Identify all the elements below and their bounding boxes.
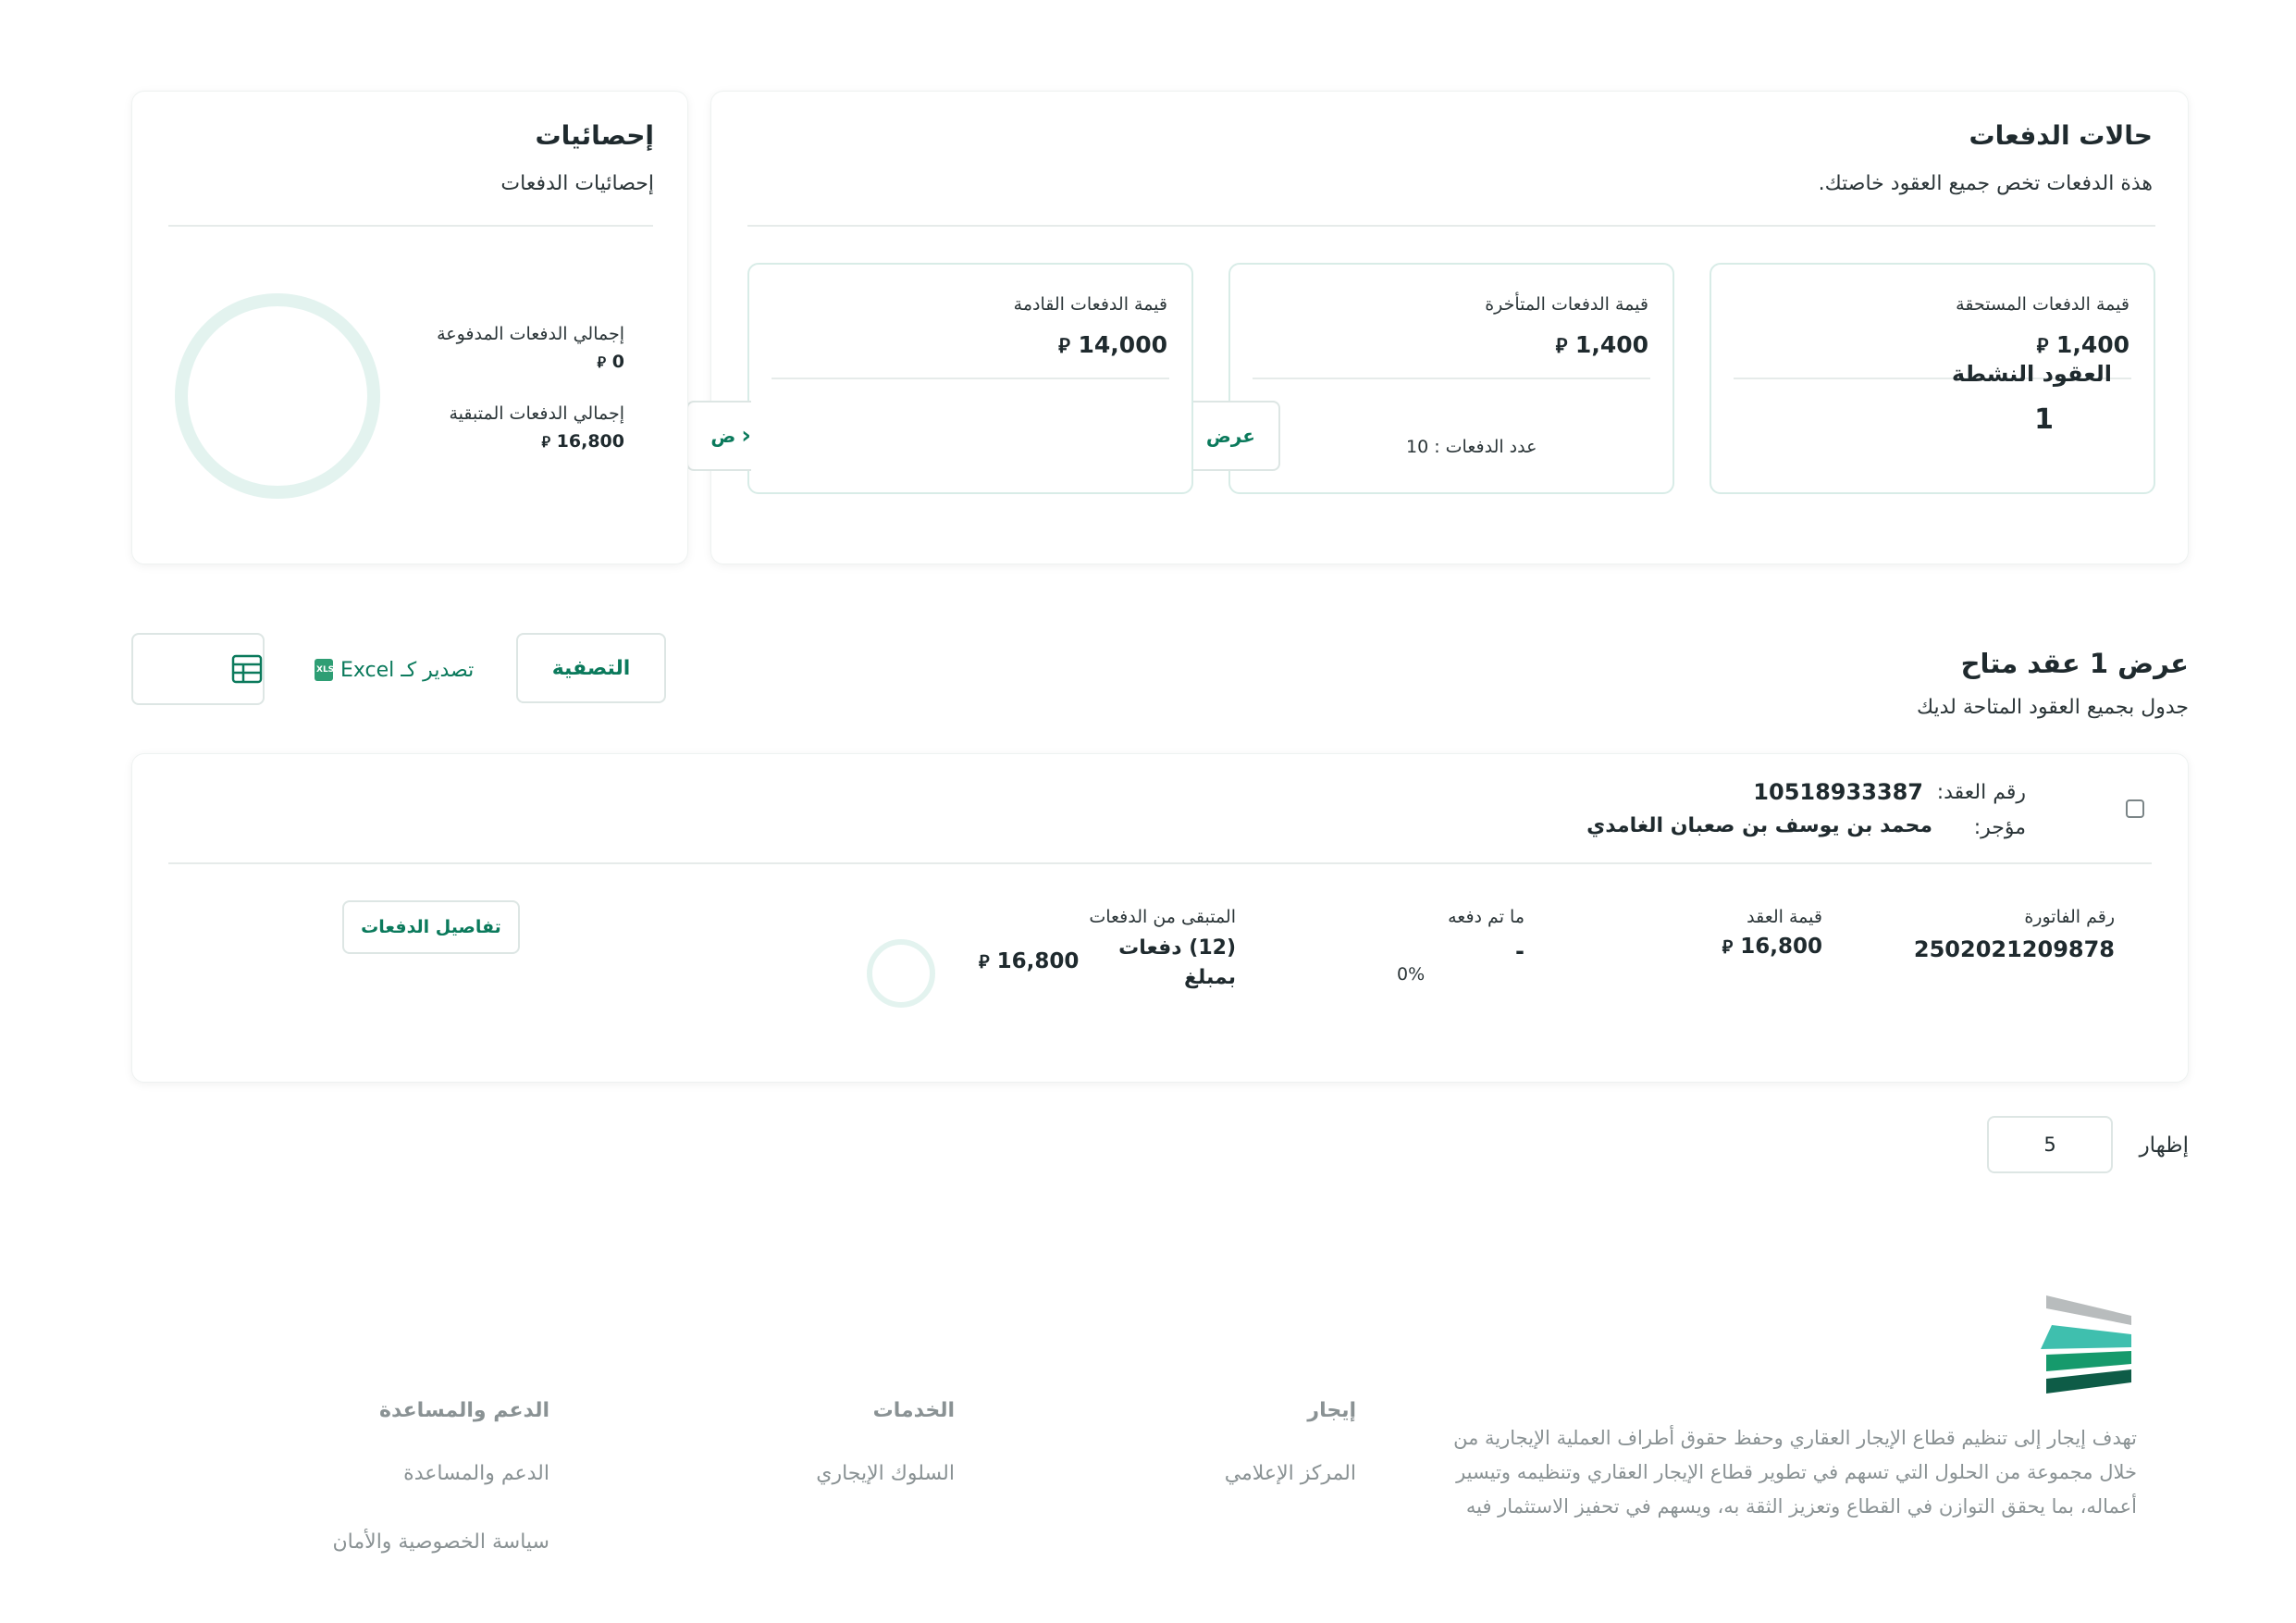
due-payments-amount: 1,400 <box>2055 331 2129 358</box>
page-size-select[interactable] <box>1987 1116 2113 1173</box>
upcoming-payments-label: قيمة الدفعات القادمة <box>1013 294 1167 315</box>
divider <box>168 862 2152 864</box>
page-size-label: إظهار <box>2139 1134 2189 1158</box>
payment-details-button[interactable] <box>342 900 520 954</box>
riyal-icon: ⃁ <box>1058 335 1070 358</box>
remaining-total-label: إجمالي الدفعات المتبقية <box>449 403 624 424</box>
payments-status-subtitle: هذة الدفعات تخص جميع العقود خاصتك. <box>1818 172 2153 195</box>
riyal-icon: ⃁ <box>2036 335 2049 358</box>
remaining-total-amount: 16,800 <box>556 431 624 452</box>
divider <box>772 378 1169 379</box>
divider <box>168 225 653 227</box>
late-payments-count: عدد الدفعات : 10 <box>1406 437 1537 457</box>
late-payments-label: قيمة الدفعات المتأخرة <box>1485 294 1648 315</box>
divider <box>747 225 2155 227</box>
contract-number: 10518933387 <box>1753 779 1923 805</box>
filter-label: التصفية <box>551 656 631 680</box>
upcoming-payments-amount: 14,000 <box>1078 331 1167 358</box>
active-contracts-label: العقود النشطة <box>1951 361 2112 387</box>
excel-icon: XLS <box>315 659 333 681</box>
statistics-subtitle: إحصائيات الدفعات <box>500 172 654 195</box>
footer-link-media-center[interactable]: المركز الإعلامي <box>1224 1462 1356 1485</box>
donut-track <box>181 300 374 492</box>
paid-value: - <box>1515 938 1524 964</box>
ejar-logo-icon <box>2041 1294 2137 1394</box>
export-label: تصدير كـ Excel <box>340 658 475 682</box>
lessor-name: محمد بن يوسف بن صعبان الغامدي <box>1586 814 1932 837</box>
filter-button[interactable] <box>516 633 666 703</box>
view-label: عرض <box>1205 425 1255 447</box>
divider <box>1253 378 1650 379</box>
due-payments-label: قيمة الدفعات المستحقة <box>1956 294 2129 315</box>
remaining-amount <box>975 949 1079 973</box>
remaining-label: المتبقى من الدفعات <box>1089 907 1236 927</box>
contract-value-label: قيمة العقد <box>1747 907 1822 927</box>
riyal-icon: ⃁ <box>1555 335 1568 358</box>
remaining-amount-label: بمبلغ <box>1184 966 1236 989</box>
footer-ejar-title: إيجار <box>1307 1399 1356 1422</box>
footer-link-support[interactable]: الدعم والمساعدة <box>403 1462 549 1485</box>
view-label: ض <box>710 425 736 447</box>
riyal-icon: ⃁ <box>541 433 551 451</box>
table-icon <box>231 654 263 684</box>
invoice-label: رقم الفاتورة <box>2024 907 2115 927</box>
contract-value <box>1719 935 1822 959</box>
contract-number-label: رقم العقد: <box>1936 781 2026 804</box>
page-size-value: 5 <box>2043 1134 2056 1156</box>
footer-support-title: الدعم والمساعدة <box>378 1399 549 1422</box>
payments-status-title: حالات الدفعات <box>1969 120 2153 151</box>
payment-details-label: تفاصيل الدفعات <box>361 917 501 937</box>
footer-link-rental-behavior[interactable]: السلوك الإيجاري <box>816 1462 955 1485</box>
export-excel-button[interactable] <box>315 653 474 687</box>
contract-value-amount: 16,800 <box>1740 935 1822 959</box>
remaining-progress-ring <box>864 936 938 1010</box>
due-payments-value <box>2033 331 2129 358</box>
chevron-left-icon: ‹ <box>741 422 751 450</box>
remaining-amount-value: 16,800 <box>996 949 1080 973</box>
footer-link-privacy[interactable]: سياسة الخصوصية والأمان <box>332 1530 549 1554</box>
remaining-total-value <box>537 431 624 452</box>
riyal-icon: ⃁ <box>979 951 990 973</box>
upcoming-payments-value <box>1055 331 1167 358</box>
active-contracts-value: 1 <box>2034 403 2054 436</box>
late-payments-value <box>1552 331 1648 358</box>
footer-about: تهدف إيجار إلى تنظيم قطاع الإيجار العقاري وحفظ حقوق أطراف العملية الإيجارية من خلال مجموعة من الحلول التي تسهم في تطوير قطاع الإيجار العقاري وتنظيمه وتيسير أعماله، بما يحقق التوازن في القطاع وتعزيز الثقة به، ويسهم في تحفيز الاستثمار فيه <box>1453 1427 2137 1518</box>
payments-donut-chart <box>167 285 389 507</box>
contracts-subtitle: جدول بجميع العقود المتاحة لديك <box>1916 696 2189 719</box>
paid-label: ما تم دفعه <box>1448 907 1524 927</box>
invoice-number: 2502021209878 <box>1913 936 2115 962</box>
remaining-count: (12) دفعات <box>1118 936 1236 960</box>
riyal-icon: ⃁ <box>597 353 607 371</box>
riyal-icon: ⃁ <box>1722 936 1734 958</box>
upcoming-payments-view-button[interactable] <box>686 401 751 471</box>
contracts-title: عرض 1 عقد متاح <box>1960 648 2189 679</box>
lessor-label: مؤجر: <box>1973 816 2026 839</box>
statistics-title: إحصائيات <box>535 120 654 151</box>
footer-services-title: الخدمات <box>872 1399 955 1422</box>
paid-total-amount: 0 <box>611 352 624 372</box>
table-view-button[interactable] <box>131 633 265 705</box>
late-payments-amount: 1,400 <box>1574 331 1648 358</box>
contract-select-checkbox[interactable] <box>2126 799 2144 818</box>
paid-total-value <box>594 352 624 372</box>
paid-percent: 0% <box>1397 964 1426 985</box>
paid-total-label: إجمالي الدفعات المدفوعة <box>437 324 624 344</box>
